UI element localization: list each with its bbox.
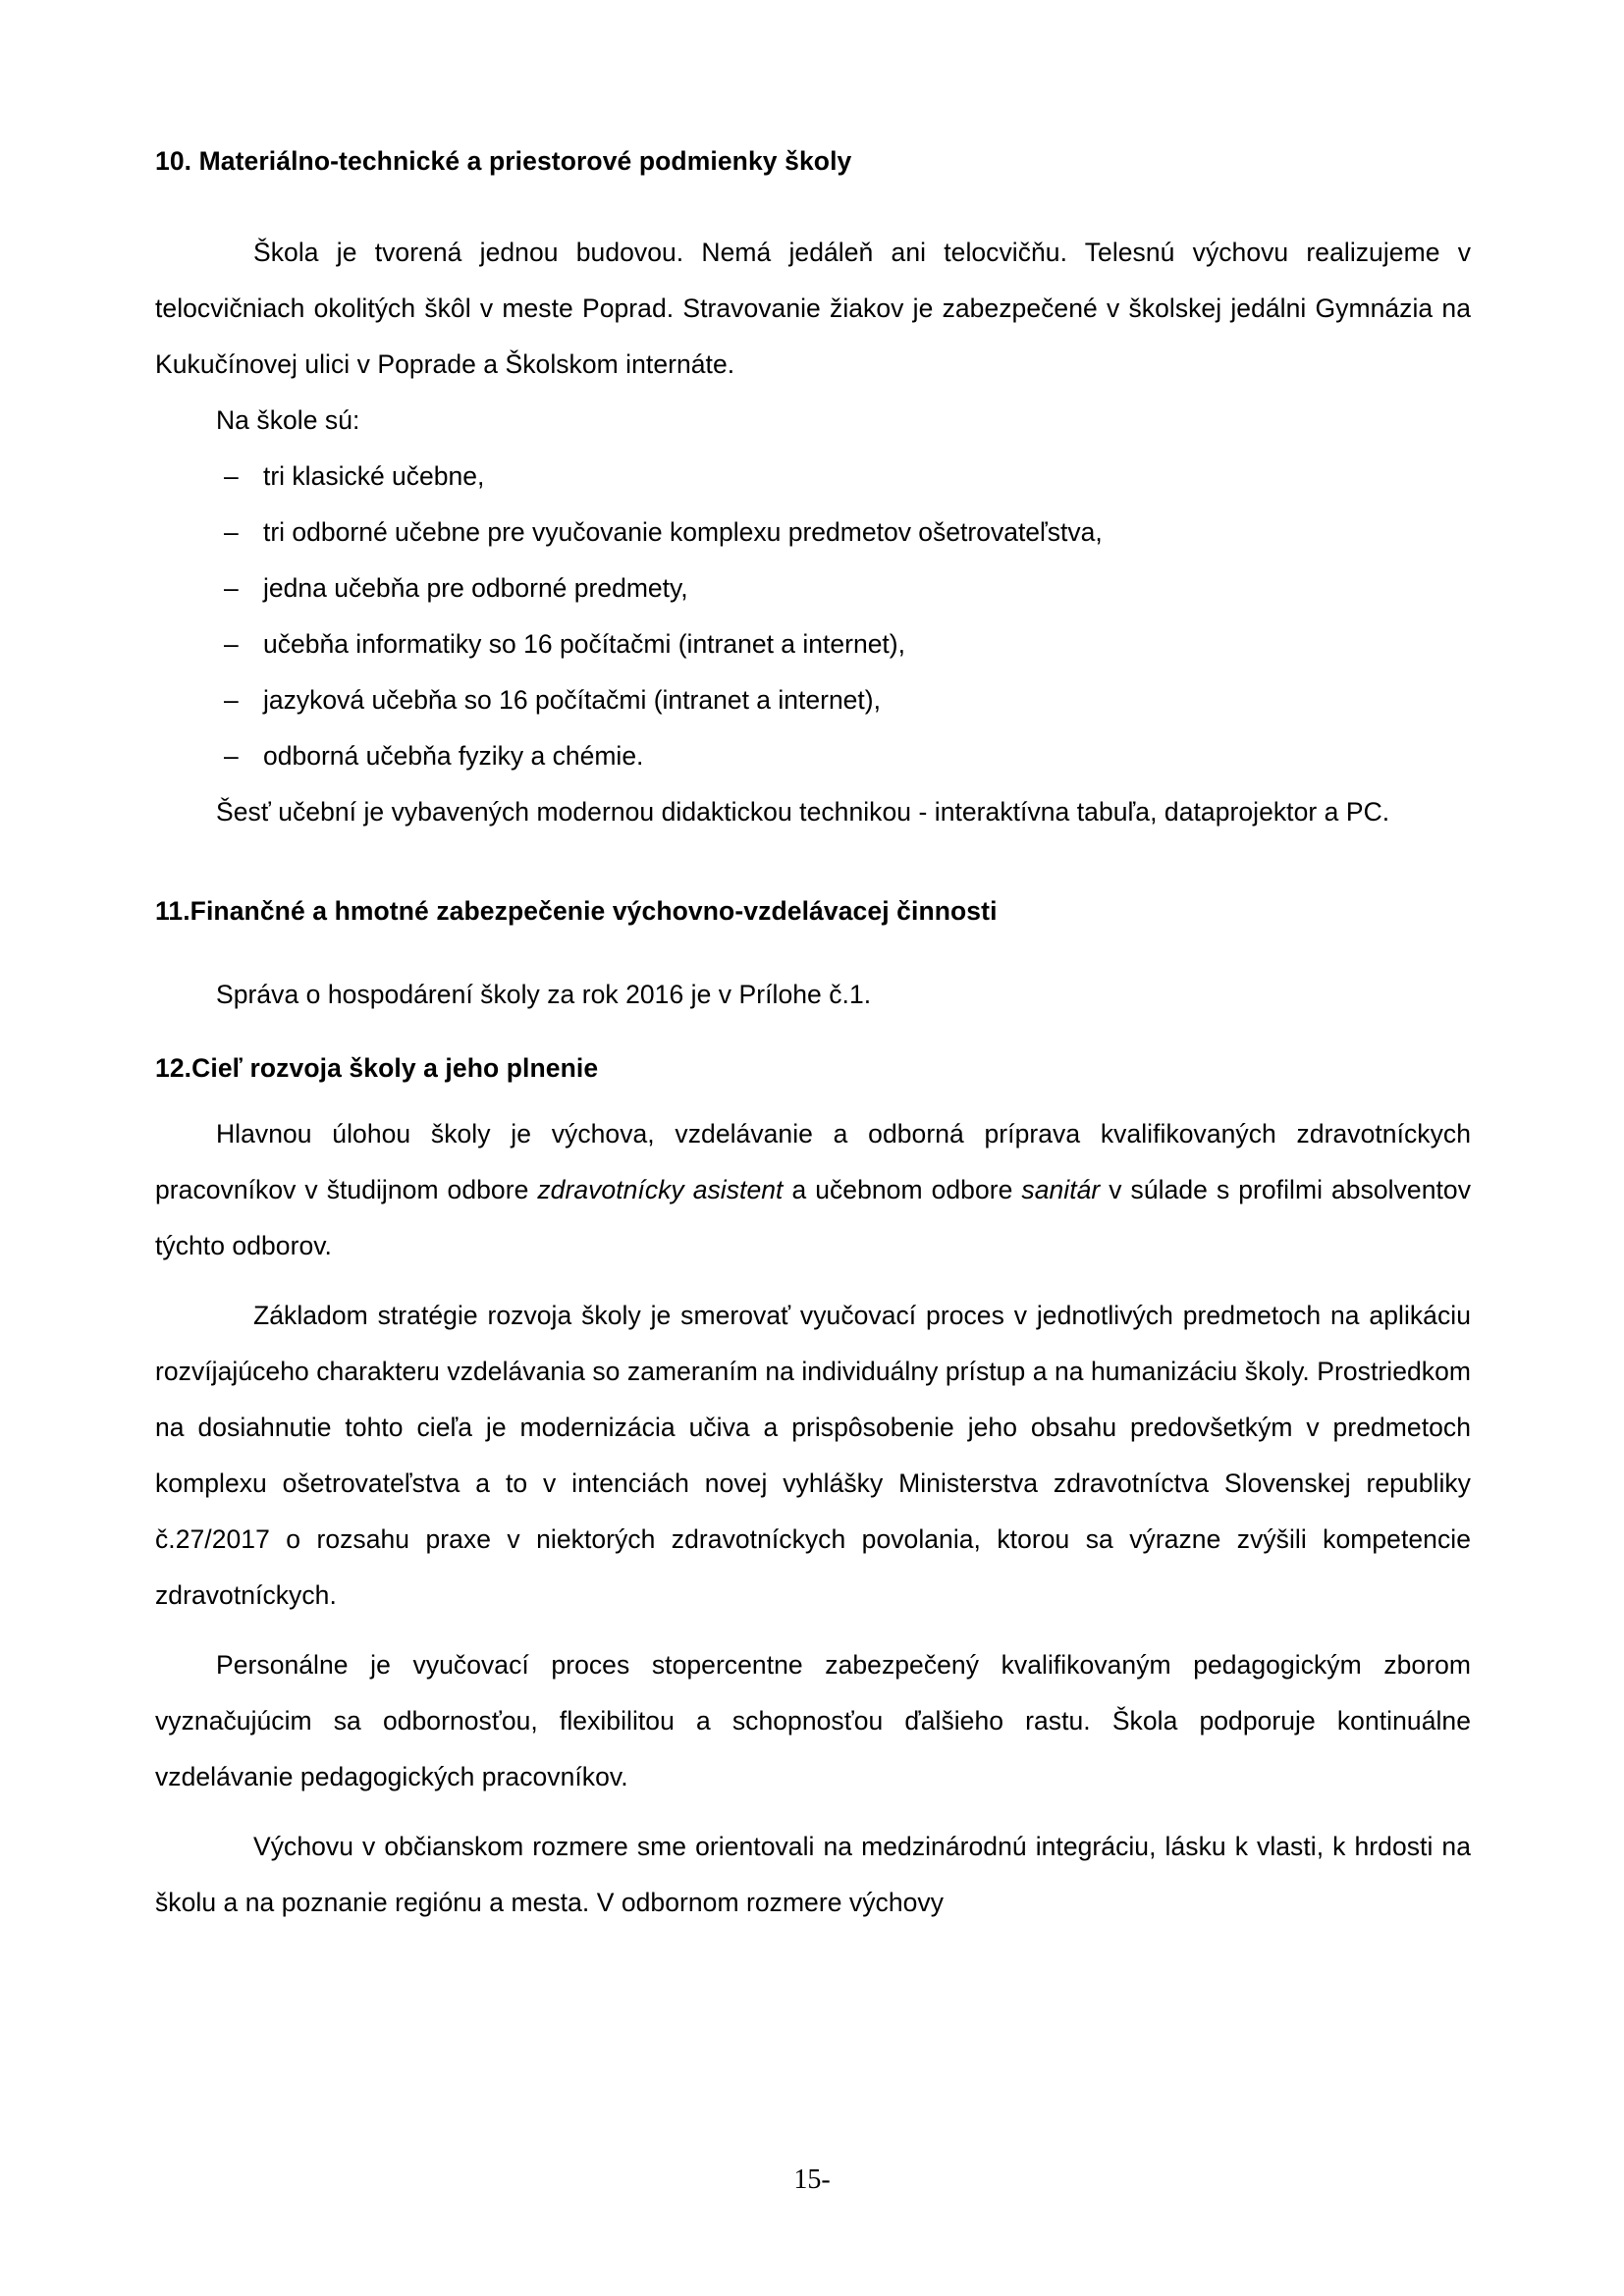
list-item — [155, 505, 1471, 561]
section-10-paragraph-2: Na škole sú: — [216, 405, 360, 436]
page-content — [155, 145, 1471, 1931]
list-dash-icon: – — [224, 461, 239, 492]
par-text-c: v súlade s profilmi absolventov týchto odborov. — [155, 1175, 1471, 1261]
study-field-emphasis: zdravotnícky asistent — [537, 1175, 784, 1205]
section-12-paragraph-2: Základom stratégie rozvoja školy je smerovať vyučovací proces v jednotlivých predmetoch na aplikáciu rozvíjajúceho charakteru vzdelávania so zameraním na individuálny prístup a na humanizáciu školy. Prostriedkom na dosiahnutie tohto cieľa je modernizácia učiva a prispôsobenie jeho obsahu predovšetkým v predmetoch komplexu ošetrovateľstva a to v intenciách novej vyhlášky Ministerstva zdravotníctva Slovenskej republiky č.27/2017 o rozsahu praxe v niektorých zdravotníckych povolania, ktorou sa výrazne zvýšili kompetencie zdravotníckych. — [155, 1301, 1471, 1611]
spacer — [155, 1085, 1471, 1106]
section-heading-10: 10. Materiálno-technické a priestorové podmienky školy — [155, 146, 852, 176]
section-12-paragraph-3: Personálne je vyučovací proces stopercentne zabezpečený kvalifikovaným pedagogickým zborom vyznačujúcim sa odbornosťou, flexibilitou a schopnosťou ďalšieho rastu. Škola podporuje kontinuálne vzdelávanie pedagogických pracovníkov. — [155, 1650, 1471, 1792]
list-item — [155, 728, 1471, 784]
par-text-b: a učebnom odbore — [783, 1175, 1022, 1205]
spacer — [155, 840, 1471, 895]
list-item-label: jazyková učebňa so 16 počítačmi (intranet a internet), — [263, 685, 881, 716]
list-dash-icon: – — [224, 741, 239, 772]
page-number: 15- — [793, 2164, 831, 2195]
section-10-paragraph-3: Šesť učební je vybavených modernou didaktickou technikou - interaktívna tabuľa, dataprojektor a PC. — [216, 797, 1390, 828]
spacer — [155, 178, 1471, 225]
par-text-a: Hlavnou úlohou školy je výchova, vzdelávanie a odborná príprava kvalifikovaných zdravotníckych pracovníkov v študijnom odbore — [155, 1119, 1471, 1205]
spacer — [155, 1805, 1471, 1819]
section-12-paragraph-4: Výchovu v občianskom rozmere sme orientovali na medzinárodnú integráciu, lásku k vlasti, k hrdosti na školu a na poznanie regiónu a mesta. V odbornom rozmere výchovy — [155, 1832, 1471, 1918]
section-11-paragraph-1: Správa o hospodárení školy za rok 2016 je v Prílohe č.1. — [216, 980, 872, 1010]
section-10-paragraph-1: Škola je tvorená jednou budovou. Nemá jedáleň ani telocvičňu. Telesnú výchovu realizujeme v telocvičniach okolitých škôl v meste Poprad. Stravovanie žiakov je zabezpečené v školskej jedálni Gymnázia na Kukučínovej ulici v Poprade a Školskom internáte. — [155, 238, 1471, 380]
list-dash-icon: – — [224, 685, 239, 716]
list-item — [155, 616, 1471, 672]
list-item-label: učebňa informatiky so 16 počítačmi (intranet a internet), — [263, 629, 905, 660]
list-dash-icon: – — [224, 629, 239, 660]
section-heading-11: 11.Finančné a hmotné zabezpečenie výchovno-vzdelávacej činnosti — [155, 896, 998, 927]
spacer — [155, 1624, 1471, 1637]
list-item-label: tri odborné učebne pre vyučovanie komplexu predmetov ošetrovateľstva, — [263, 517, 1103, 548]
list-item — [155, 449, 1471, 505]
section-12-paragraph-1 — [155, 1106, 1471, 1274]
list-dash-icon: – — [224, 517, 239, 548]
apprentice-field-emphasis: sanitár — [1021, 1175, 1101, 1205]
list-item-label: tri klasické učebne, — [263, 461, 485, 492]
list-item — [155, 561, 1471, 616]
facilities-list — [155, 449, 1471, 784]
spacer — [155, 1023, 1471, 1052]
section-heading-12: 12.Cieľ rozvoja školy a jeho plnenie — [155, 1053, 599, 1084]
list-item — [155, 672, 1471, 728]
spacer — [155, 1274, 1471, 1288]
list-dash-icon: – — [224, 573, 239, 604]
spacer — [155, 928, 1471, 967]
list-item-label: odborná učebňa fyziky a chémie. — [263, 741, 644, 772]
list-item-label: jedna učebňa pre odborné predmety, — [263, 573, 688, 604]
